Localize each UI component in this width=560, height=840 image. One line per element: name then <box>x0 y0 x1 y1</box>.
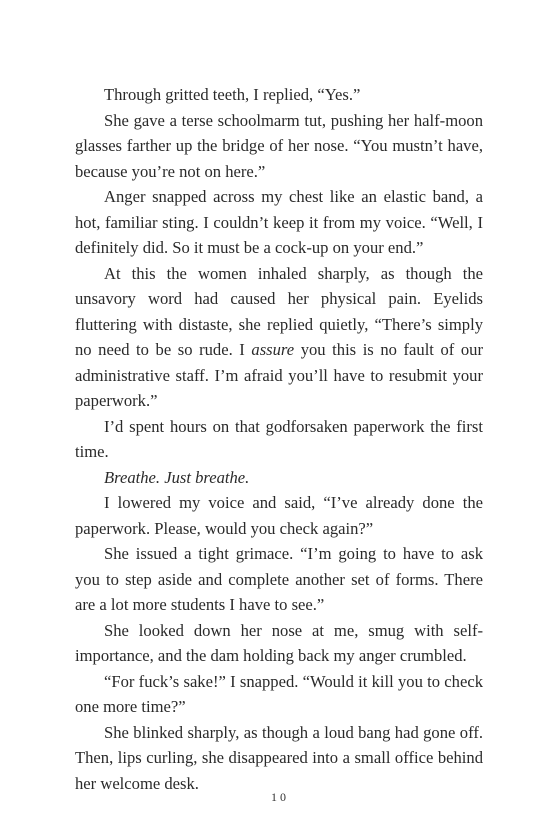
paragraph-11: She blinked sharply, as though a loud bang had gone off. Then, lips curling, she disappeared into a small office behind her welcome desk. <box>75 722 483 793</box>
paragraph-7: I lowered my voice and said, “I’ve already done the paperwork. Please, would you check again?” <box>75 493 483 538</box>
page-number: 10 <box>271 790 289 804</box>
paragraph-1: Through gritted teeth, I replied, “Yes.” <box>104 85 361 104</box>
paragraph-8: She issued a tight grimace. “I’m going to have to ask you to step aside and complete another set of forms. There are a lot more students I have to see.” <box>75 544 483 614</box>
paragraph-5: I’d spent hours on that godforsaken paperwork the first time. <box>75 416 483 461</box>
body-text <box>75 82 483 796</box>
paragraph-4-emphasis: assure <box>251 340 295 359</box>
paragraph-10: “For fuck’s sake!” I snapped. “Would it kill you to check one more time?” <box>75 671 483 716</box>
paragraph-6-italic: Breathe. Just breathe. <box>104 467 250 487</box>
paragraph-4 <box>75 261 483 414</box>
paragraph-2: She gave a terse schoolmarm tut, pushing her half-moon glasses farther up the bridge of her nose. “You mustn’t have, because you’re not on here.” <box>75 110 483 181</box>
paragraph-4-text-after: you this is no fault of our administrative staff. I’m afraid you’ll have to resubmit your paperwork.” <box>75 340 483 410</box>
paragraph-9: She looked down her nose at me, smug with self-importance, and the dam holding back my anger crumbled. <box>75 620 483 665</box>
paragraph-4-text-before: At this the women inhaled sharply, as though the unsavory word had caused her physical pain. Eyelids fluttering with distaste, she replied quietly, “There’s simply no need to be so rude. I <box>75 263 483 359</box>
paragraph-3: Anger snapped across my chest like an elastic band, a hot, familiar sting. I couldn’t keep it from my voice. “Well, I definitely did. So it must be a cock-up on your end.” <box>75 187 483 257</box>
